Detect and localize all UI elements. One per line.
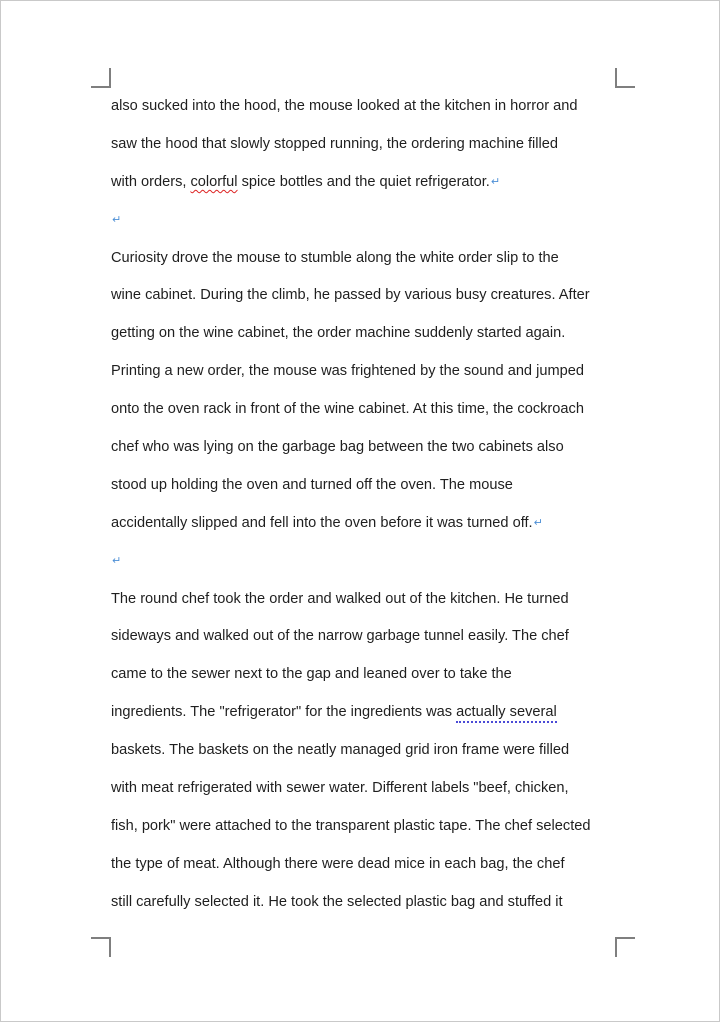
bottom-right-margin-mark [615,937,635,957]
text-line[interactable] [111,505,626,543]
line-text: Printing a new order, the mouse was frightened by the sound and jumped [111,363,584,380]
text-line[interactable] [111,353,626,391]
line-text: also sucked into the hood, the mouse looked at the kitchen in horror and [111,98,578,114]
line-text: getting on the wine cabinet, the order machine suddenly started again. [111,325,566,342]
empty-paragraph-line[interactable] [111,202,626,240]
text-line[interactable] [111,240,626,278]
document-body-text[interactable] [111,88,626,922]
line-text: sideways and walked out of the narrow garbage tunnel easily. The chef [111,628,569,645]
grammar-flagged-phrase: actually several [456,704,557,723]
text-line[interactable] [111,808,626,846]
line-text: came to the sewer next to the gap and leaned over to take the [111,666,512,683]
text-line[interactable] [111,846,626,884]
line-text: accidentally slipped and fell into the oven before it was turned off. [111,514,533,531]
text-line[interactable] [111,732,626,770]
text-line[interactable] [111,884,626,922]
text-line[interactable] [111,581,626,619]
spelling-flagged-word: colorful [190,173,238,190]
line-text: The round chef took the order and walked out of the kitchen. He turned [111,590,569,607]
line-text: saw the hood that slowly stopped running, the ordering machine filled [111,135,559,152]
text-line[interactable] [111,391,626,429]
line-text: onto the oven rack in front of the wine cabinet. At this time, the cockroach [111,401,584,418]
line-text: baskets. The baskets on the neatly managed grid iron frame were filled [111,742,570,759]
text-line[interactable] [111,694,626,732]
paragraph-mark-icon: ↵ [490,175,501,188]
line-text: ingredients. The "refrigerator" for the ingredients was [111,704,457,721]
bottom-left-margin-mark [91,937,111,957]
line-text: wine cabinet. During the climb, he passed by various busy creatures. After [111,287,590,304]
line-text: spice bottles and the quiet refrigerator. [237,173,490,190]
line-text: stood up holding the oven and turned off the oven. The mouse [111,476,513,493]
top-right-margin-mark [615,68,635,88]
line-text: chef who was lying on the garbage bag between the two cabinets also [111,439,564,456]
text-line[interactable] [111,467,626,505]
text-line[interactable] [111,88,626,126]
line-text: fish, pork" were attached to the transparent plastic tape. The chef selected [111,817,591,834]
text-line[interactable] [111,164,626,202]
text-line[interactable] [111,277,626,315]
empty-paragraph-line[interactable] [111,543,626,581]
text-line[interactable] [111,770,626,808]
paragraph-mark-icon: ↵ [533,516,543,529]
text-line[interactable] [111,126,626,164]
text-line[interactable] [111,315,626,353]
line-text: Curiosity drove the mouse to stumble along the white order slip to the [111,249,559,266]
line-text: with meat refrigerated with sewer water. Different labels "beef, chicken, [111,780,569,797]
line-text: the type of meat. Although there were dead mice in each bag, the chef [111,855,565,872]
line-text: with orders, [111,173,191,190]
top-left-margin-mark [91,68,111,88]
text-line[interactable] [111,618,626,656]
paragraph-mark-icon: ↵ [112,554,122,567]
text-line[interactable] [111,429,626,467]
paragraph-mark-icon: ↵ [112,213,122,226]
text-line[interactable] [111,656,626,694]
line-text: still carefully selected it. He took the selected plastic bag and stuffed it [111,893,563,910]
